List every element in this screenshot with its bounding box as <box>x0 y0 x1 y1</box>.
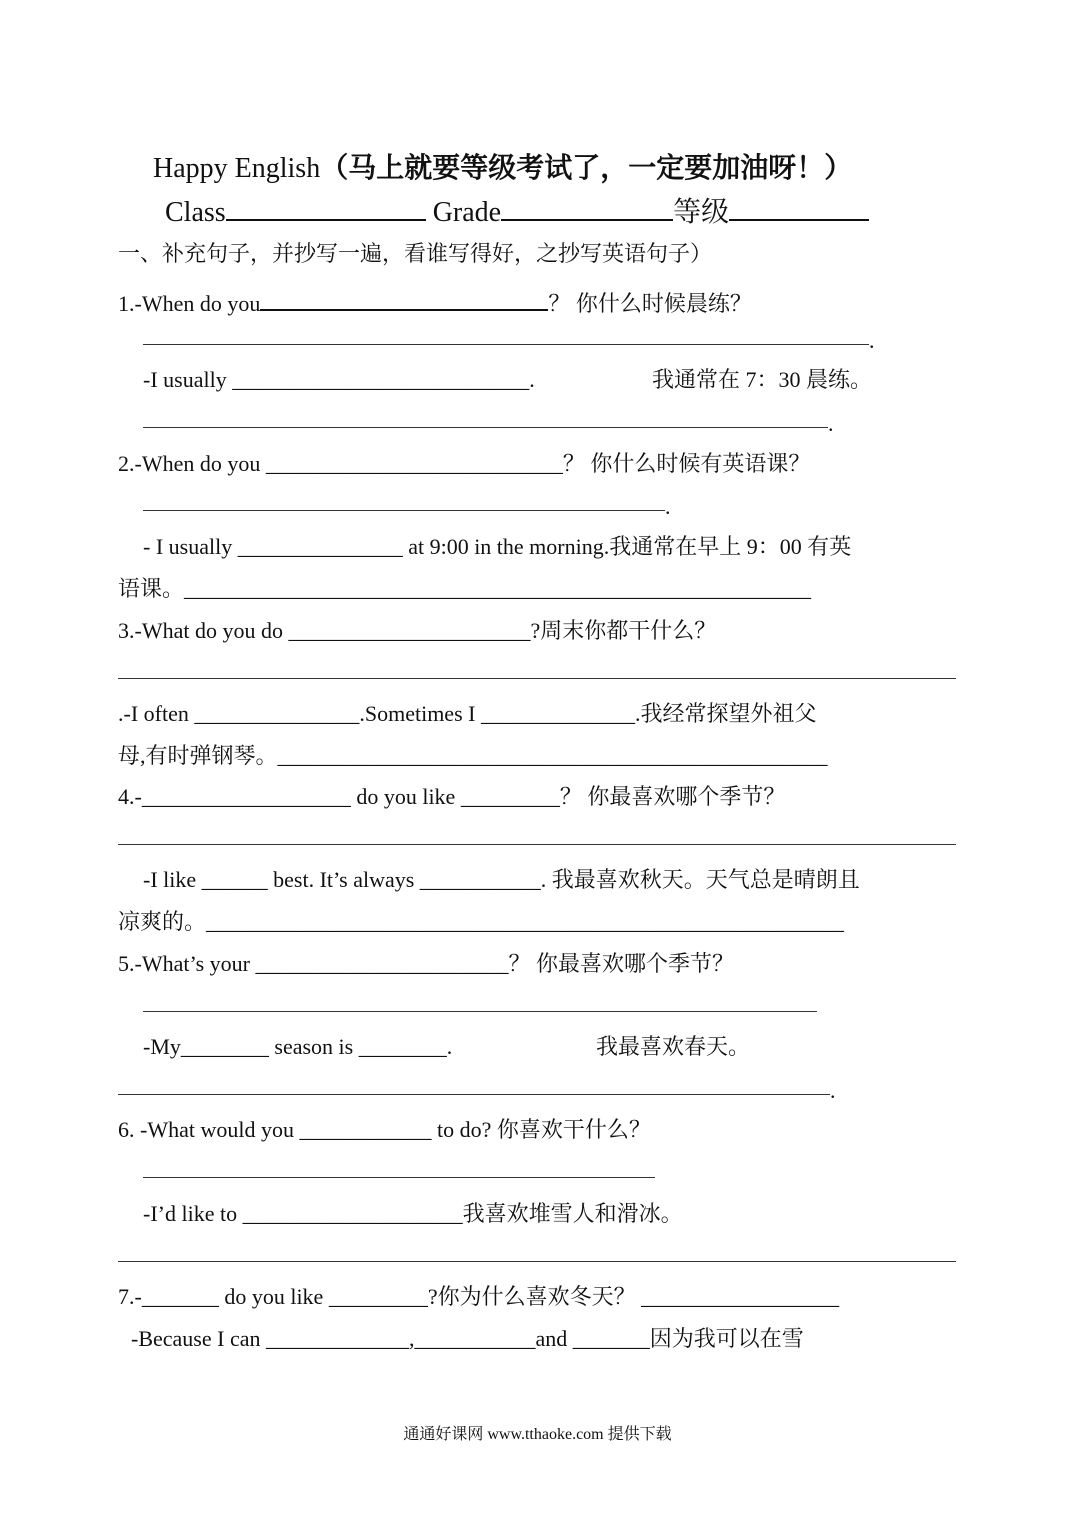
question-5: 5.-What’s your _______________________？ 你最喜欢哪个季节？ <box>118 951 734 976</box>
level-blank[interactable] <box>729 193 869 221</box>
copy-line-1-end: . <box>869 328 875 353</box>
answer-2: - I usually _______________ at 9:00 in the morning.我通常在早上 9：00 有英 <box>143 534 852 559</box>
answer-3-continued: 母,有时弹钢琴。__________________________________________________ <box>118 743 828 768</box>
copy-line-9[interactable] <box>118 1261 956 1262</box>
copy-line-3-end: . <box>665 494 671 519</box>
question-7: 7.-_______ do you like _________?你为什么喜欢冬天？ __________________ <box>118 1284 840 1309</box>
section-heading: 一、补充句子，并抄写一遍，看谁写得好，之抄写英语句子） <box>118 241 713 266</box>
question-2: 2.-When do you ___________________________？ 你什么时候有英语课？ <box>118 451 811 476</box>
level-label: 等级 <box>673 197 730 228</box>
copy-line-2-end: . <box>828 411 834 436</box>
answer-1-chinese: 我通常在 7：30 晨练。 <box>652 367 873 392</box>
answer-1: -I usually ___________________________. <box>143 367 535 392</box>
title-chinese: （马上就要等级考试了，一定要加油呀！） <box>320 153 853 184</box>
copy-line-8[interactable] <box>143 1177 655 1178</box>
title-english: Happy English <box>153 153 321 184</box>
copy-line-6[interactable] <box>143 1011 817 1012</box>
answer-4-continued: 凉爽的。__________________________________________________________ <box>118 909 845 934</box>
question-4: 4.-___________________ do you like _________？ 你最喜欢哪个季节？ <box>118 784 786 809</box>
header-fields <box>165 193 869 230</box>
copy-line-7-end: . <box>830 1078 836 1103</box>
question-1-text: 1.-When do you <box>118 291 261 316</box>
answer-5: -My________ season is ________. <box>143 1034 453 1059</box>
page-title <box>153 152 852 186</box>
copy-line-4[interactable] <box>118 678 956 679</box>
copy-line-5[interactable] <box>118 844 956 845</box>
answer-7: -Because I can _____________,___________and _______因为我可以在雪 <box>131 1326 804 1351</box>
copy-line-2[interactable] <box>143 427 828 428</box>
class-label: Class <box>165 197 226 228</box>
answer-5-chinese: 我最喜欢春天。 <box>596 1034 751 1059</box>
copy-line-7[interactable] <box>118 1094 830 1095</box>
answer-3: .-I often _______________.Sometimes I ______________.我经常探望外祖父 <box>118 701 817 726</box>
question-1-tail: ？ 你什么时候晨练？ <box>548 291 752 316</box>
grade-blank[interactable] <box>501 193 673 221</box>
question-3: 3.-What do you do ______________________?周末你都干什么？ <box>118 618 717 643</box>
answer-6: -I’d like to ____________________我喜欢堆雪人和滑冰。 <box>143 1201 683 1226</box>
question-1-blank[interactable] <box>260 283 548 311</box>
answer-2-continued: 语课。_________________________________________________________ <box>118 576 812 601</box>
question-1 <box>118 283 752 318</box>
answer-4: -I like ______ best. It’s always ___________. 我最喜欢秋天。天气总是晴朗且 <box>143 867 860 892</box>
copy-line-1[interactable] <box>143 344 869 345</box>
question-6: 6. -What would you ____________ to do? 你喜欢干什么？ <box>118 1117 651 1142</box>
copy-line-3[interactable] <box>143 510 665 511</box>
grade-label: Grade <box>432 197 502 228</box>
class-blank[interactable] <box>226 193 426 221</box>
footer-text: 通通好课网 www.tthaoke.com 提供下载 <box>403 1426 672 1443</box>
